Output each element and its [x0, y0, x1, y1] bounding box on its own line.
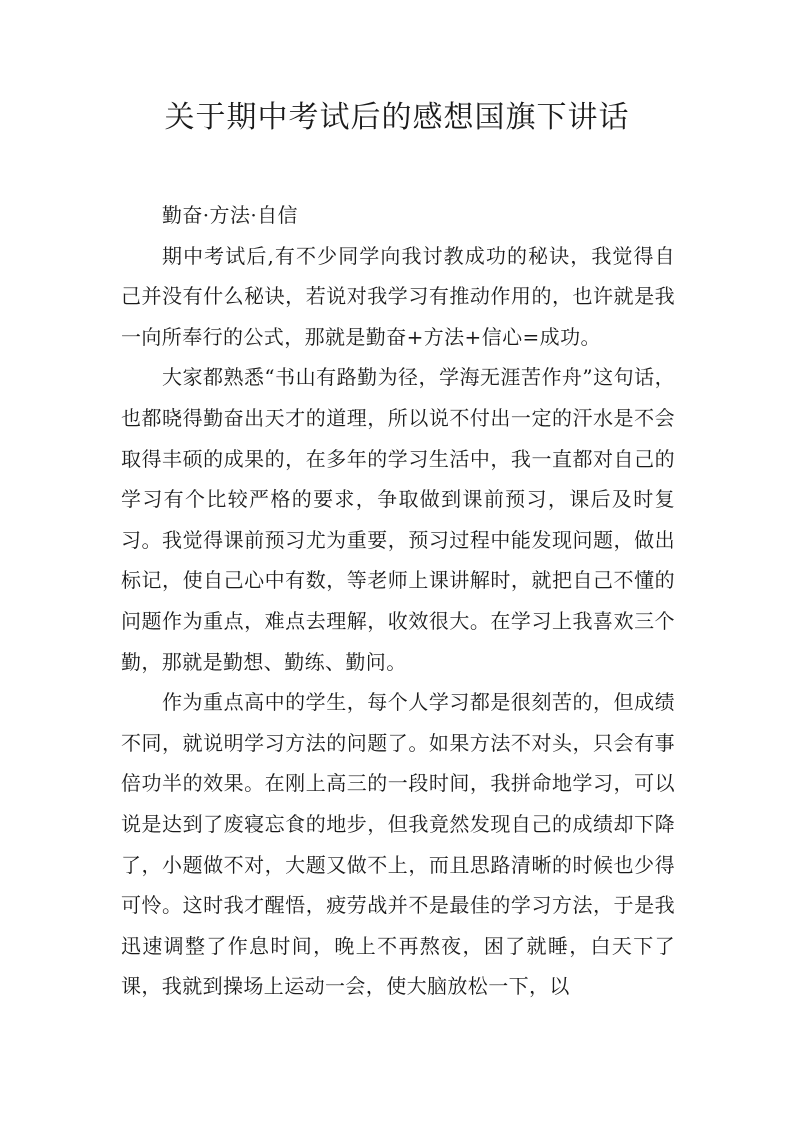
paragraph: 作为重点高中的学生，每个人学习都是很刻苦的，但成绩不同，就说明学习方法的问题了。如果方法不对头，只会有事倍功半的效果。在刚上高三的一段时间，我拼命地学习，可以说是达到了废寝忘食的地步，但我竟然发现自己的成绩却下降了，小题做不对，大题又做不上，而且思路清晰的时候也少得可怜。这时我才醒悟，疲劳战并不是最佳的学习方法，于是我迅速调整了作息时间，晚上不再熬夜，困了就睡，白天下了课，我就到操场上运动一会，使大脑放松一下，以 — [121, 690, 675, 999]
document-body — [121, 195, 675, 1007]
page-title: 关于期中考试后的感想国旗下讲话 — [164, 100, 630, 135]
paragraph: 大家都熟悉“书山有路勤为径，学海无涯苦作舟”这句话，也都晓得勤奋出天才的道理，所以说不付出一定的汗水是不会取得丰硕的成果的，在多年的学习生活中，我一直都对自己的学习有个比较严格的要求，争取做到课前预习，课后及时复习。我觉得课前预习尤为重要，预习过程中能发现问题，做出标记，使自己心中有数，等老师上课讲解时，就把自己不懂的问题作为重点，难点去理解，收效很大。在学习上我喜欢三个勤，那就是勤想、勤练、勤问。 — [121, 365, 675, 674]
paragraph-subtitle: 勤奋·方法·自信 — [162, 203, 298, 227]
paragraph: 期中考试后,有不少同学向我讨教成功的秘诀，我觉得自己并没有什么秘诀，若说对我学习有推动作用的，也许就是我一向所奉行的公式，那就是勤奋+方法+信心=成功。 — [121, 243, 675, 349]
